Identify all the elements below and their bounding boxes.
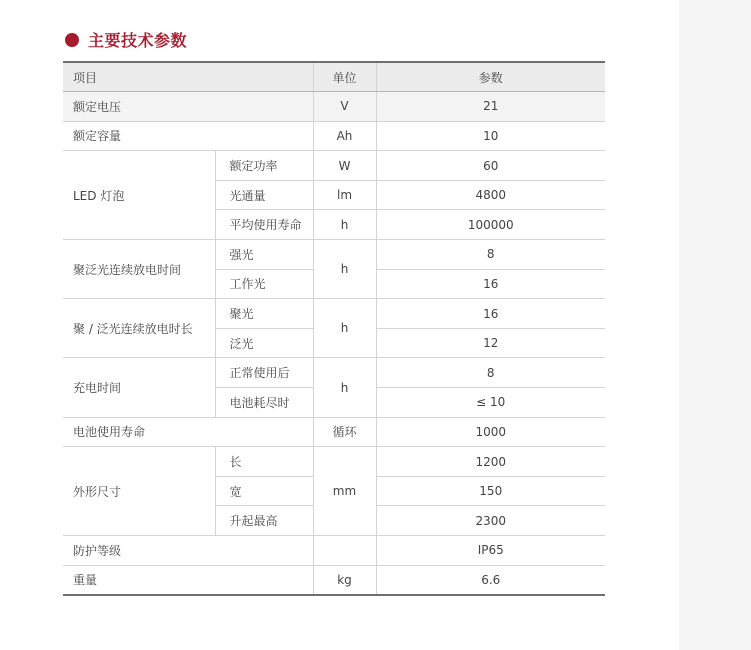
row-sublabel: 电池耗尽时 bbox=[215, 388, 313, 418]
table-row bbox=[63, 417, 605, 447]
row-value: 16 bbox=[376, 269, 605, 299]
row-value: ≤ 10 bbox=[376, 388, 605, 418]
row-label: 充电时间 bbox=[63, 358, 215, 417]
section-title: 主要技术参数 bbox=[88, 31, 188, 50]
row-sublabel: 升起最高 bbox=[215, 506, 313, 536]
row-label: 防护等级 bbox=[63, 536, 313, 566]
spec-table bbox=[63, 61, 605, 596]
side-panel bbox=[679, 0, 751, 650]
row-value: 8 bbox=[376, 358, 605, 388]
row-unit: lm bbox=[313, 180, 376, 210]
row-label: 聚 / 泛光连续放电时长 bbox=[63, 299, 215, 358]
header-item: 项目 bbox=[63, 62, 313, 92]
row-value: 6.6 bbox=[376, 565, 605, 595]
row-value: 100000 bbox=[376, 210, 605, 240]
row-value: 8 bbox=[376, 240, 605, 270]
table-row bbox=[63, 240, 605, 270]
table-row bbox=[63, 536, 605, 566]
row-value: 12 bbox=[376, 328, 605, 358]
row-label: LED 灯泡 bbox=[63, 151, 215, 240]
row-label: 聚泛光连续放电时间 bbox=[63, 240, 215, 299]
row-unit: 循环 bbox=[313, 417, 376, 447]
row-sublabel: 强光 bbox=[215, 240, 313, 270]
row-unit: mm bbox=[313, 447, 376, 536]
row-unit: kg bbox=[313, 565, 376, 595]
table-row bbox=[63, 565, 605, 595]
row-sublabel: 工作光 bbox=[215, 269, 313, 299]
row-value: 2300 bbox=[376, 506, 605, 536]
row-unit: h bbox=[313, 358, 376, 417]
row-value: 4800 bbox=[376, 180, 605, 210]
row-value: 150 bbox=[376, 476, 605, 506]
row-label: 电池使用寿命 bbox=[63, 417, 313, 447]
table-row bbox=[63, 299, 605, 329]
row-label: 重量 bbox=[63, 565, 313, 595]
row-sublabel: 泛光 bbox=[215, 328, 313, 358]
row-value: 21 bbox=[376, 92, 605, 122]
header-unit: 单位 bbox=[313, 62, 376, 92]
row-sublabel: 额定功率 bbox=[215, 151, 313, 181]
row-sublabel: 光通量 bbox=[215, 180, 313, 210]
row-sublabel: 长 bbox=[215, 447, 313, 477]
row-label: 额定电压 bbox=[63, 92, 313, 122]
bullet-dot-icon bbox=[65, 33, 79, 47]
row-label: 外形尺寸 bbox=[63, 447, 215, 536]
row-value: 10 bbox=[376, 121, 605, 151]
row-sublabel: 正常使用后 bbox=[215, 358, 313, 388]
table-row bbox=[63, 151, 605, 181]
row-value: 1000 bbox=[376, 417, 605, 447]
row-sublabel: 宽 bbox=[215, 476, 313, 506]
row-sublabel: 平均使用寿命 bbox=[215, 210, 313, 240]
table-header-row bbox=[63, 62, 605, 92]
row-label: 额定容量 bbox=[63, 121, 313, 151]
row-unit: h bbox=[313, 299, 376, 358]
row-unit: V bbox=[313, 92, 376, 122]
row-value: 60 bbox=[376, 151, 605, 181]
section-heading bbox=[65, 28, 187, 51]
row-unit: Ah bbox=[313, 121, 376, 151]
row-unit: h bbox=[313, 210, 376, 240]
row-unit: h bbox=[313, 240, 376, 299]
table-row bbox=[63, 447, 605, 477]
table-row bbox=[63, 92, 605, 122]
row-value: 16 bbox=[376, 299, 605, 329]
row-sublabel: 聚光 bbox=[215, 299, 313, 329]
table-row bbox=[63, 358, 605, 388]
row-value: IP65 bbox=[376, 536, 605, 566]
row-unit bbox=[313, 536, 376, 566]
header-value: 参数 bbox=[376, 62, 605, 92]
table-row bbox=[63, 121, 605, 151]
row-unit: W bbox=[313, 151, 376, 181]
row-value: 1200 bbox=[376, 447, 605, 477]
